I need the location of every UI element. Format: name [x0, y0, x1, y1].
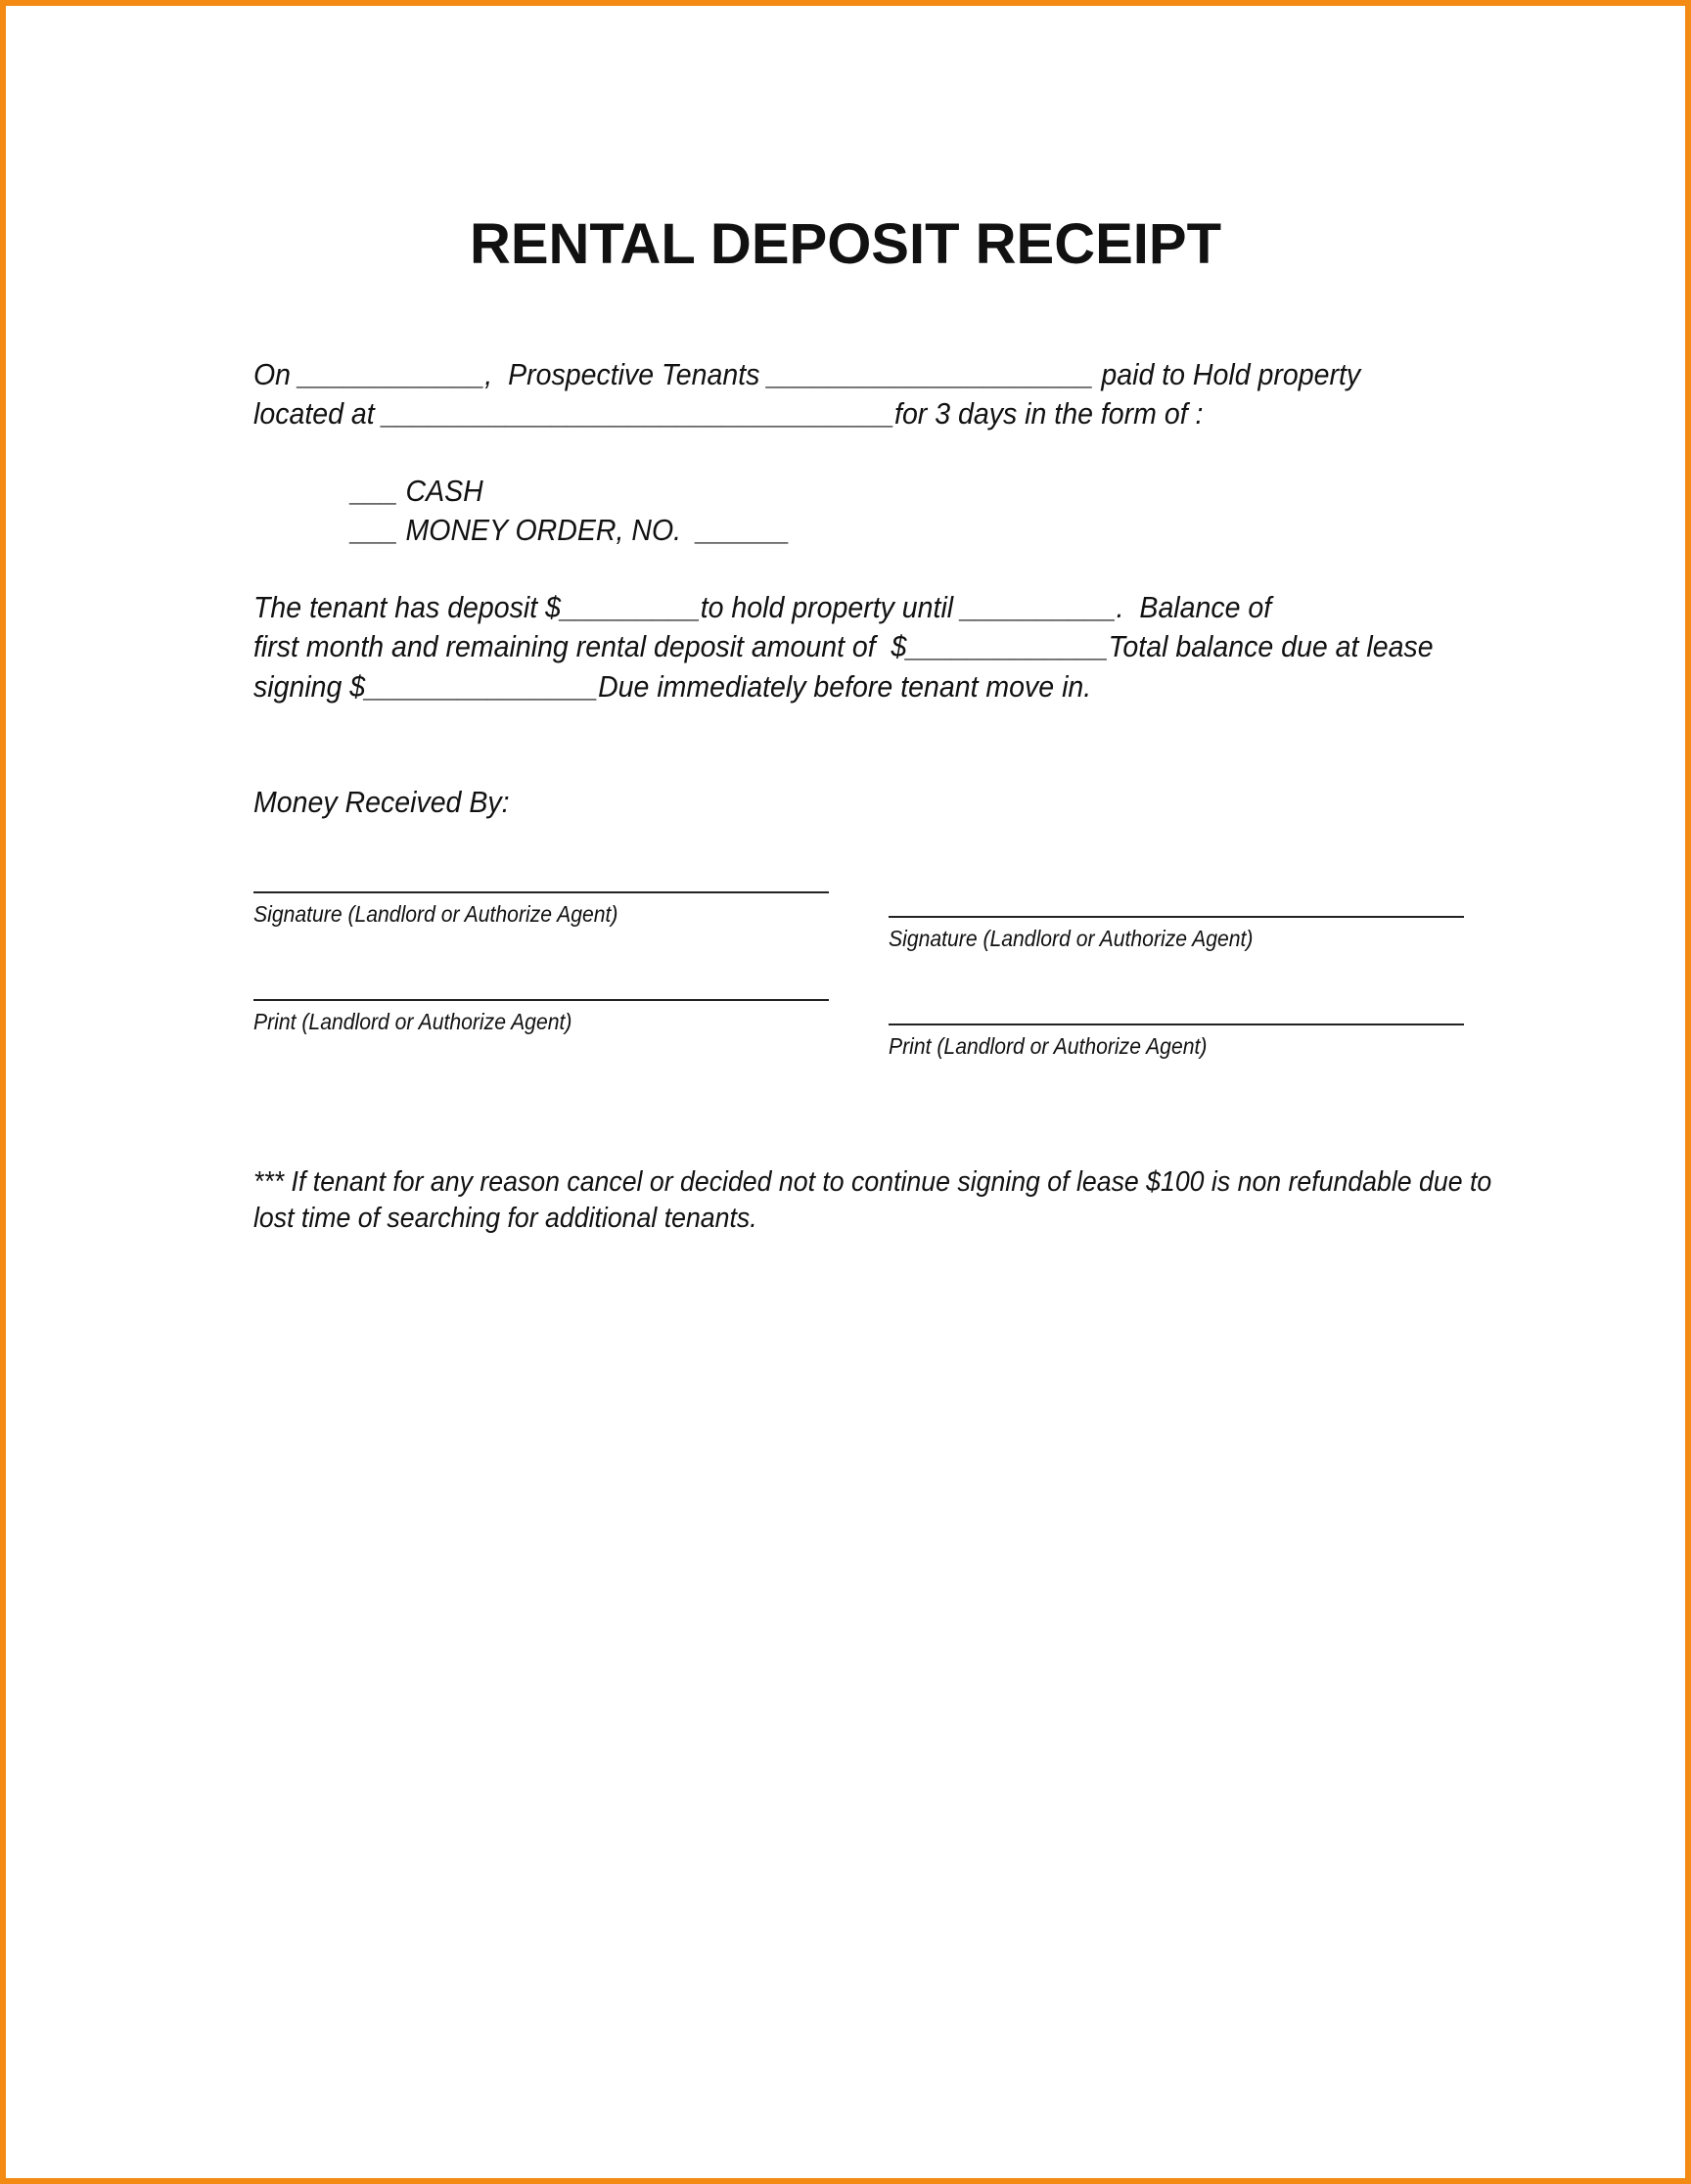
left-print-line — [253, 999, 829, 1001]
option-cash: ___ CASH — [351, 474, 483, 508]
paragraph2-line1: The tenant has deposit $_________to hold property until __________. Balance of — [253, 590, 1272, 624]
paragraph1-line1: On ____________, Prospective Tenants _____________________ paid to Hold property — [253, 357, 1361, 391]
footnote-line2: lost time of searching for additional tenants. — [253, 1203, 757, 1234]
footnote-line1: *** If tenant for any reason cancel or decided not to continue signing of lease $100 is non refundable due to — [253, 1166, 1492, 1198]
right-signature-label: Signature (Landlord or Authorize Agent) — [889, 926, 1254, 951]
option-money-order: ___ MONEY ORDER, NO. ______ — [351, 513, 791, 547]
paragraph2-line3: signing $_______________Due immediately before tenant move in. — [253, 669, 1092, 704]
document-title: RENTAL DEPOSIT RECEIPT — [469, 212, 1222, 276]
left-signature-line — [253, 891, 829, 893]
right-signature-line — [889, 916, 1464, 918]
left-print-label: Print (Landlord or Authorize Agent) — [253, 1009, 572, 1034]
paragraph2-line2: first month and remaining rental deposit amount of $_____________Total balance due at lease — [253, 629, 1434, 663]
right-print-line — [889, 1024, 1464, 1025]
right-print-label: Print (Landlord or Authorize Agent) — [889, 1033, 1208, 1059]
left-signature-label: Signature (Landlord or Authorize Agent) — [253, 901, 618, 927]
paragraph1-line2: located at _________________________________for 3 days in the form of : — [253, 396, 1204, 431]
money-received-by-label: Money Received By: — [253, 785, 510, 819]
